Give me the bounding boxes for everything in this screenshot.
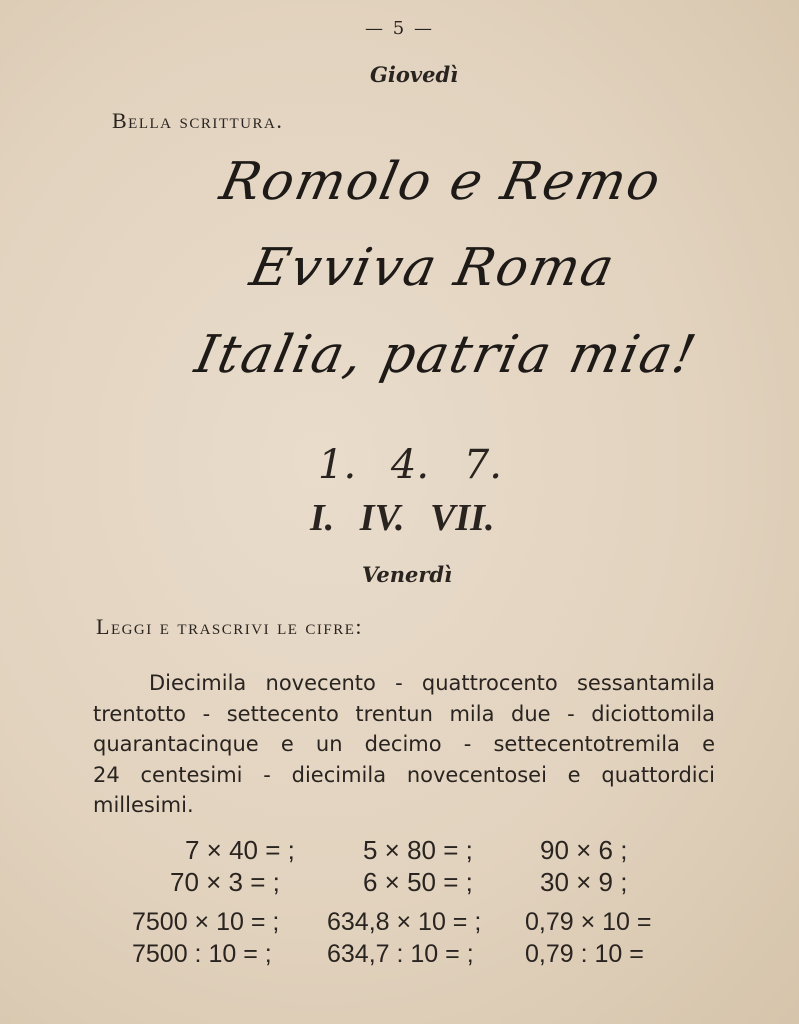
paragraph-line: quarantacinque e un decimo - settecentotremila e — [93, 732, 715, 756]
paragraph-line: millesimi. — [93, 793, 194, 817]
script-line-3: Italia, patria mia! — [190, 325, 703, 385]
operation-cell: 0,79 × 10 = — [525, 908, 652, 936]
paragraph-line: 24 centesimi - diecimila novecentosei e quattordici — [93, 762, 715, 787]
operation-cell: 7500 : 10 = ; — [132, 940, 272, 968]
page-number: — 5 — — [365, 18, 434, 39]
operation-cell: 70 × 3 = ; — [170, 867, 280, 897]
operation-cell: 7500 × 10 = ; — [132, 908, 280, 936]
day-thursday: Giovedì — [370, 62, 459, 87]
operation-cell: 6 × 50 = ; — [363, 867, 473, 897]
operation-cell: 7 × 40 = ; — [185, 835, 295, 865]
operation-cell: 634,7 : 10 = ; — [327, 940, 474, 968]
operation-cell: 5 × 80 = ; — [363, 835, 473, 865]
roman-numbers: I. IV. VII. — [310, 497, 495, 539]
script-line-2: Evviva Roma — [245, 238, 621, 298]
operation-cell: 30 × 9 ; — [540, 867, 628, 897]
operation-cell: 90 × 6 ; — [540, 835, 628, 865]
paragraph-line: Diecimila novecento - quattrocento sessantamila — [149, 671, 715, 695]
heading-bella-scrittura: Bella scrittura. — [112, 108, 284, 133]
heading-leggi-trascrivi: Leggi e trascrivi le cifre: — [96, 614, 364, 639]
script-numbers: 1. 4. 7. — [318, 442, 502, 488]
operation-cell: 0,79 : 10 = — [525, 940, 644, 968]
paragraph-line: trentotto - settecento trentun mila due - diciottomila — [93, 701, 715, 726]
day-friday: Venerdì — [362, 562, 453, 587]
operation-cell: 634,8 × 10 = ; — [327, 908, 482, 936]
script-line-1: Romolo e Remo — [215, 152, 668, 212]
exercise-paragraph — [93, 668, 715, 821]
